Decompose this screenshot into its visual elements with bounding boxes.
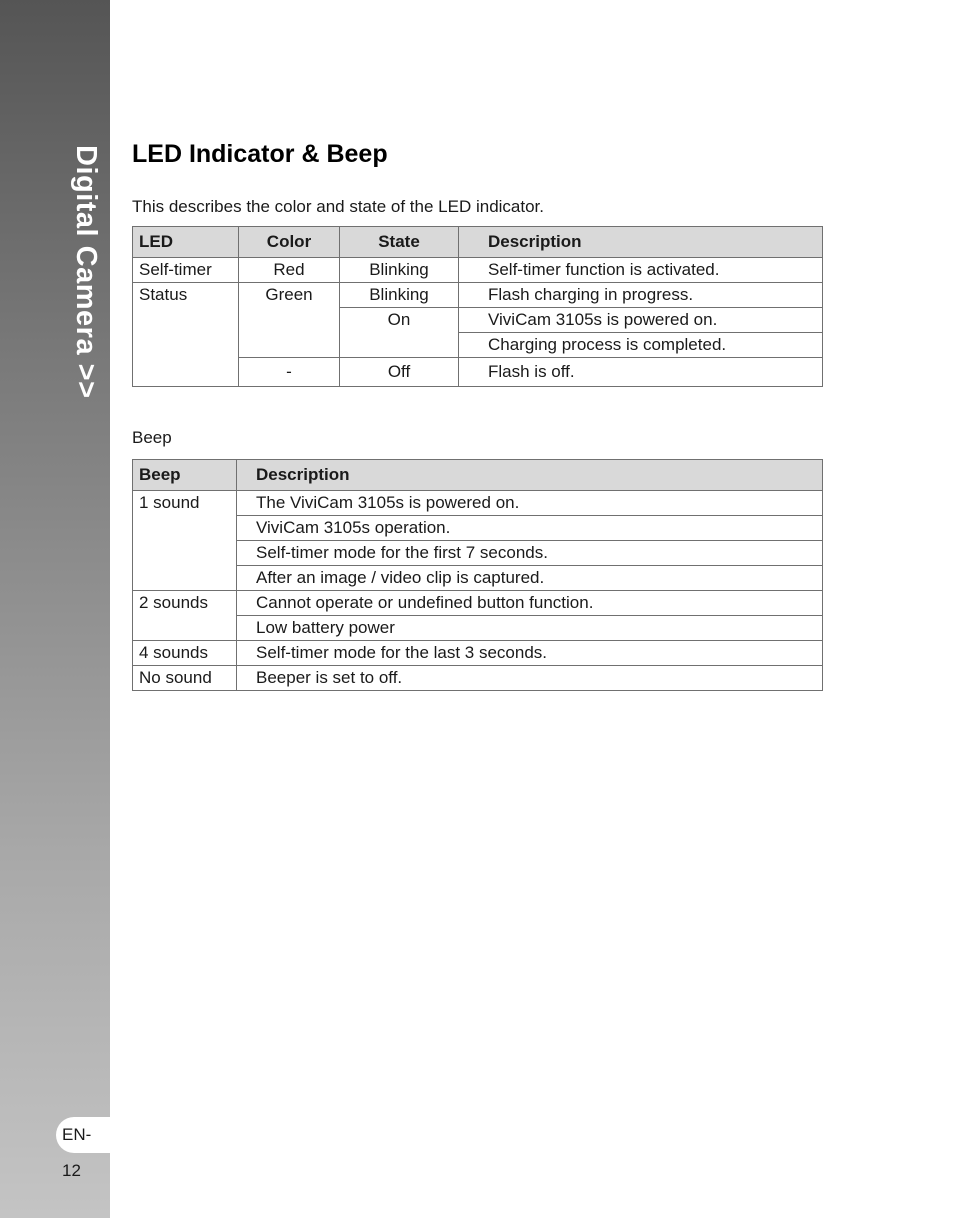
led-cell: Status — [133, 283, 239, 387]
table-row — [133, 541, 823, 566]
description-cell: Self-timer mode for the first 7 seconds. — [237, 541, 823, 566]
description-cell: Cannot operate or undefined button function. — [237, 591, 823, 616]
led-table-header — [133, 227, 823, 258]
table-row — [133, 516, 823, 541]
state-cell: Blinking — [340, 283, 459, 308]
beep-header-description: Description — [237, 460, 823, 491]
beep-table — [132, 459, 823, 691]
description-cell: Beeper is set to off. — [237, 666, 823, 691]
state-cell: Blinking — [340, 258, 459, 283]
state-cell: Off — [340, 358, 459, 387]
description-cell: Flash is off. — [459, 358, 823, 387]
state-cell: On — [340, 308, 459, 358]
table-row — [133, 491, 823, 516]
table-row — [133, 566, 823, 591]
led-table — [132, 226, 823, 387]
description-cell: Self-timer function is activated. — [459, 258, 823, 283]
description-cell: ViviCam 3105s is powered on. — [459, 308, 823, 333]
description-cell: ViviCam 3105s operation. — [237, 516, 823, 541]
table-row — [133, 591, 823, 616]
led-header-state: State — [340, 227, 459, 258]
color-cell: Red — [239, 258, 340, 283]
table-row — [133, 641, 823, 666]
beep-cell: 4 sounds — [133, 641, 237, 666]
led-cell: Self-timer — [133, 258, 239, 283]
table-row — [133, 616, 823, 641]
beep-cell: No sound — [133, 666, 237, 691]
page-number: EN-12 — [56, 1117, 110, 1153]
beep-header-beep: Beep — [133, 460, 237, 491]
description-cell: After an image / video clip is captured. — [237, 566, 823, 591]
description-cell: Flash charging in progress. — [459, 283, 823, 308]
page-title: LED Indicator & Beep — [132, 140, 388, 168]
led-header-description: Description — [459, 227, 823, 258]
beep-cell: 1 sound — [133, 491, 237, 591]
description-cell: Charging process is completed. — [459, 333, 823, 358]
intro-text: This describes the color and state of the LED indicator. — [132, 197, 545, 216]
table-row — [133, 666, 823, 691]
color-cell: Green — [239, 283, 340, 358]
beep-cell: 2 sounds — [133, 591, 237, 641]
color-cell: - — [239, 358, 340, 387]
sidebar — [0, 0, 110, 1218]
beep-table-header — [133, 460, 823, 491]
table-row — [133, 258, 823, 283]
description-cell: Self-timer mode for the last 3 seconds. — [237, 641, 823, 666]
table-row — [133, 283, 823, 308]
beep-caption: Beep — [132, 428, 172, 447]
description-cell: Low battery power — [237, 616, 823, 641]
led-header-color: Color — [239, 227, 340, 258]
description-cell: The ViviCam 3105s is powered on. — [237, 491, 823, 516]
sidebar-title: Digital Camera >> — [70, 145, 102, 399]
led-header-led: LED — [133, 227, 239, 258]
